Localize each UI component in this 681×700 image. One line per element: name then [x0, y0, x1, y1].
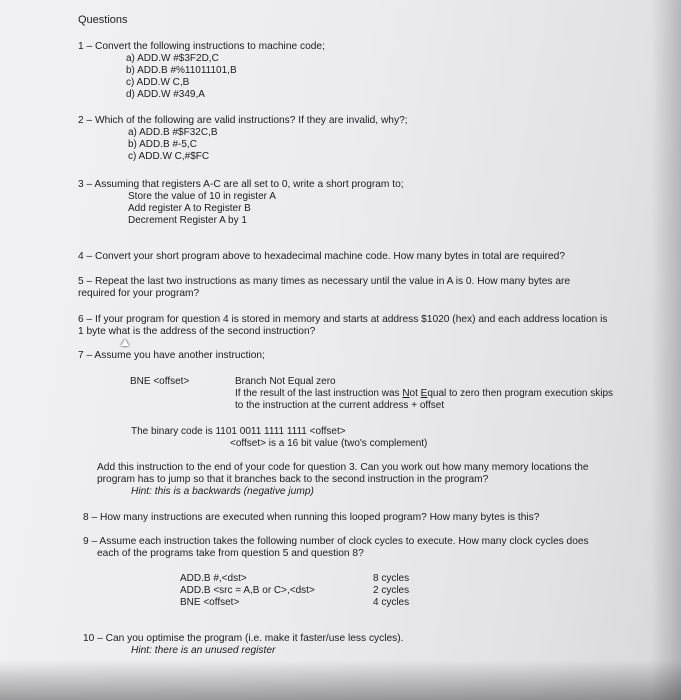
q9-instruction-3: BNE <offset>	[180, 597, 240, 608]
q7-desc-line-1	[235, 388, 613, 400]
question-5-line-2: required for your program?	[78, 288, 200, 299]
q7-add-line-1: Add this instruction to the end of your code for question 3. Can you work out how many memory locations the	[97, 462, 589, 473]
question-9-line-2: each of the programs take from question 5 and question 8?	[97, 548, 364, 559]
q7-desc-title: Branch Not Equal zero	[235, 376, 336, 387]
question-4: 4 – Convert your short program above to hexadecimal machine code. How many bytes in total are required?	[78, 251, 565, 262]
q7-desc-part-b: ot	[409, 388, 421, 399]
q9-cycles-1: 8 cycles	[373, 573, 410, 584]
q1-item-c: c) ADD.W C,B	[126, 77, 190, 88]
q7-desc-not: N	[402, 388, 410, 399]
q2-item-b: b) ADD.B #-5,C	[128, 139, 197, 150]
question-1: 1 – Convert the following instructions to machine code;	[78, 41, 325, 52]
q7-desc-part-a: If the result of the last instruction was	[235, 388, 403, 399]
q1-item-a: a) ADD.W #$3F2D,C	[126, 53, 219, 64]
q7-desc-equal: E	[420, 388, 428, 399]
mouse-cursor-icon	[121, 339, 129, 346]
q3-item-3: Decrement Register A by 1	[128, 215, 247, 226]
question-6-line-1: 6 – If your program for question 4 is stored in memory and starts at address $1020 (hex) and each address location is	[78, 314, 608, 325]
q7-mnemonic: BNE <offset>	[130, 376, 190, 387]
q7-binary-line-2: <offset> is a 16 bit value (two's complement)	[230, 438, 428, 449]
q7-binary-line-1: The binary code is 1101 0011 1111 1111 <offset>	[131, 426, 346, 437]
question-8: 8 – How many instructions are executed when running this looped program? How many bytes is this?	[83, 512, 540, 523]
q3-item-2: Add register A to Register B	[128, 203, 251, 214]
q2-item-c: c) ADD.W C,#$FC	[128, 151, 210, 162]
question-10: 10 – Can you optimise the program (i.e. make it faster/use less cycles).	[83, 633, 404, 644]
q9-instruction-2: ADD.B <src = A,B or C>,<dst>	[180, 585, 315, 596]
page-shadow-bottom	[0, 660, 681, 700]
q1-item-b: b) ADD.B #%11011101,B	[126, 65, 237, 76]
question-7: 7 – Assume you have another instruction;	[78, 350, 265, 361]
q9-instruction-1: ADD.B #,<dst>	[180, 573, 247, 584]
q1-item-d: d) ADD.W #349,A	[126, 89, 205, 100]
page-heading: Questions	[78, 14, 128, 26]
question-2: 2 – Which of the following are valid instructions? If they are invalid, why?;	[78, 115, 408, 126]
q2-item-a: a) ADD.B #$F32C,B	[128, 127, 218, 138]
q7-add-line-2: program has to jump so that it branches back to the second instruction in the program?	[97, 474, 489, 485]
q7-hint: Hint: this is a backwards (negative jump)	[131, 486, 314, 497]
q9-cycles-3: 4 cycles	[373, 597, 410, 608]
q7-desc-part-c: qual to zero then program execution skips	[427, 388, 614, 399]
q10-hint: Hint: there is an unused register	[131, 645, 276, 656]
question-5-line-1: 5 – Repeat the last two instructions as many times as necessary until the value in A is 0. How many bytes are	[78, 276, 571, 287]
page-shadow-right	[651, 0, 681, 700]
question-9-line-1: 9 – Assume each instruction takes the following number of clock cycles to execute. How many clock cycles does	[83, 536, 589, 547]
q3-item-1: Store the value of 10 in register A	[128, 191, 276, 202]
q9-cycles-2: 2 cycles	[373, 585, 410, 596]
q7-desc-line-2: to the instruction at the current address + offset	[235, 400, 445, 411]
question-6-line-2: 1 byte what is the address of the second instruction?	[78, 326, 316, 337]
question-3: 3 – Assuming that registers A-C are all set to 0, write a short program to;	[78, 179, 404, 190]
